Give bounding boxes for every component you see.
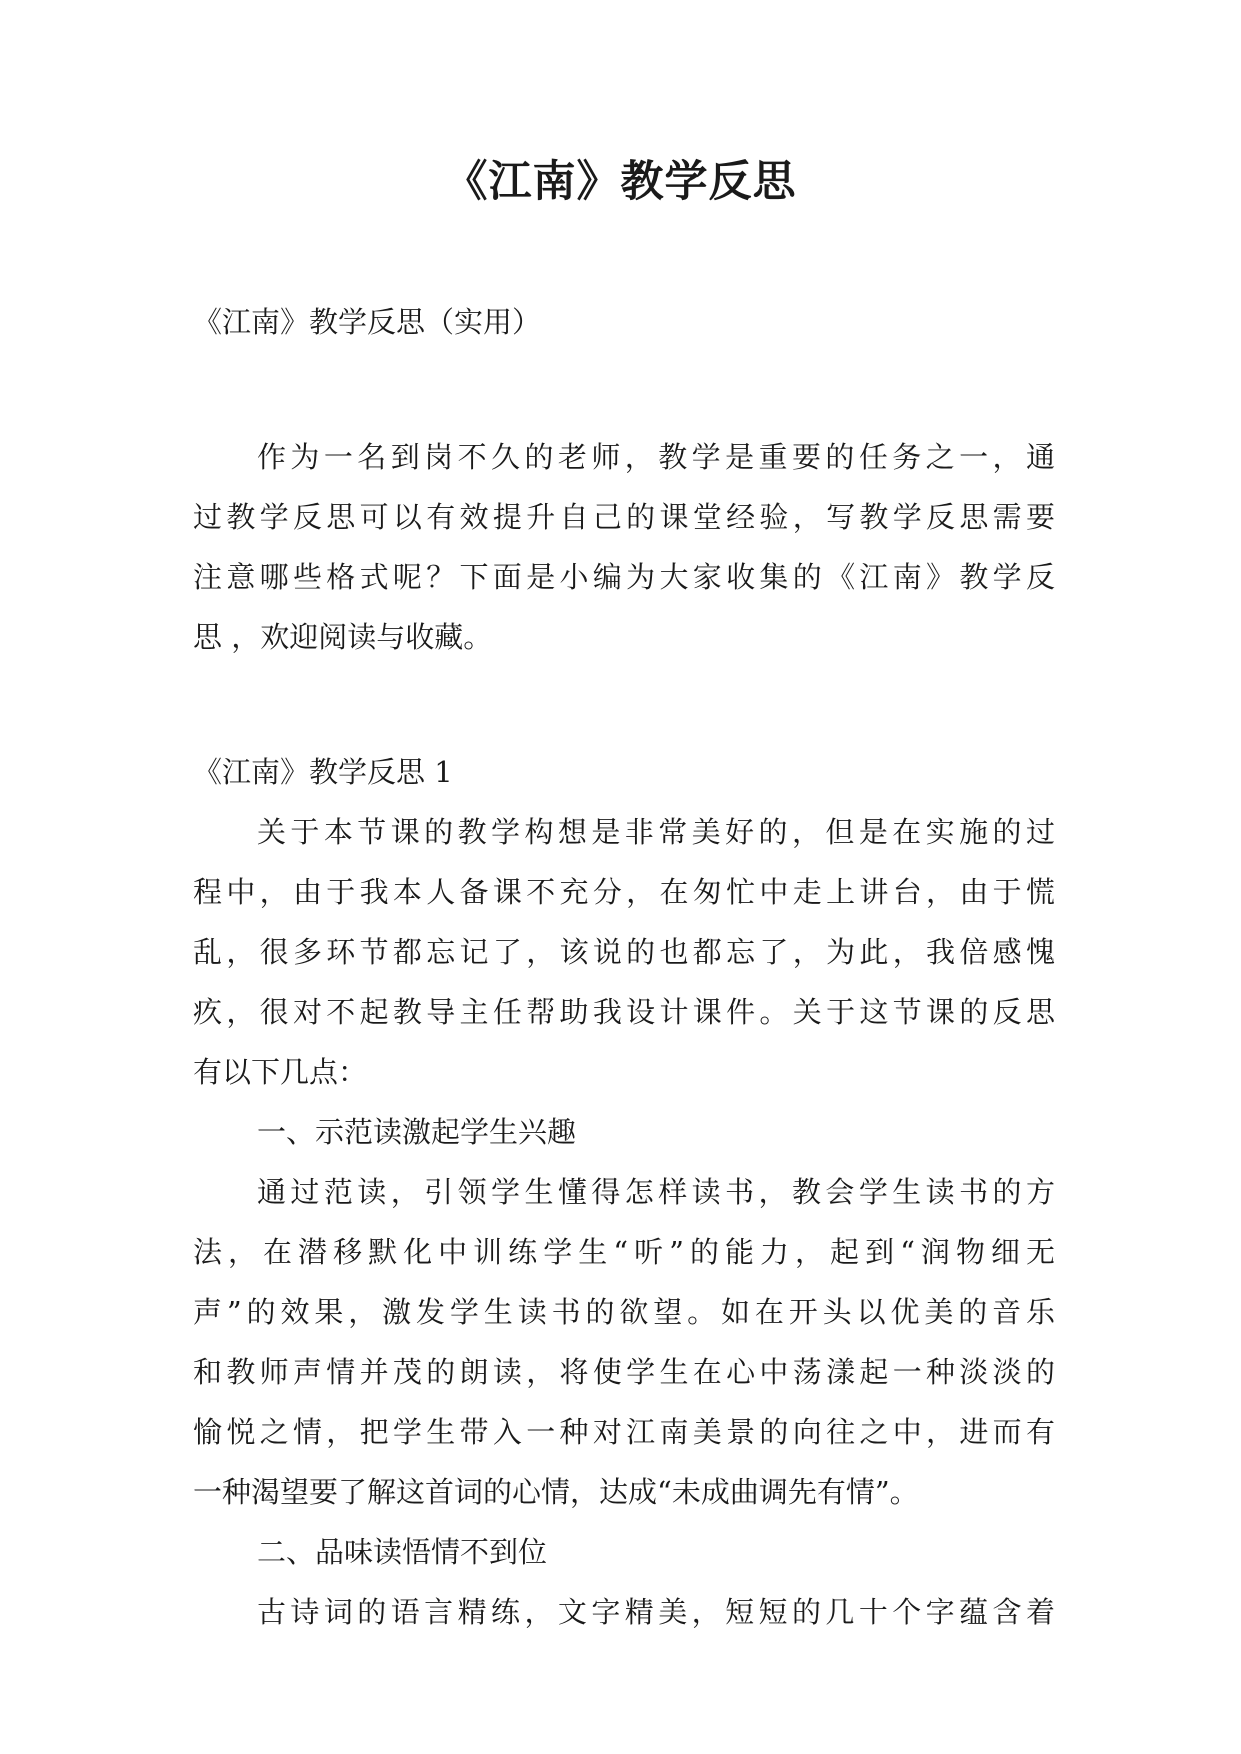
intro-line: 思 ，欢迎阅读与收藏。 [193,620,493,654]
paragraph-line: 有以下几点： [193,1055,368,1089]
paragraph-spacer [193,352,1055,427]
paragraph-line: 和教师声情并茂的朗读，将使学生在心中荡漾起一种淡淡的 [193,1355,1055,1389]
point-heading: 二、品味读悟情不到位 [257,1535,548,1569]
point-paragraph [193,1582,1055,1642]
paragraph-line: 法，在潜移默化中训练学生“听”的能力，起到“润物细无 [193,1235,1055,1269]
document-subtitle: 《江南》教学反思（实用） [193,305,542,339]
point-paragraph [193,1162,1055,1522]
paragraph-line: 古诗词的语言精练，文字精美，短短的几十个字蕴含着 [257,1595,1055,1629]
paragraph-line: 关于本节课的教学构想是非常美好的，但是在实施的过 [257,815,1055,849]
section-paragraph [193,802,1055,1102]
intro-line: 作为一名到岗不久的老师，教学是重要的任务之一，通 [257,440,1055,474]
paragraph-line: 声”的效果，激发学生读书的欲望。如在开头以优美的音乐 [193,1295,1055,1329]
document-body [193,292,1055,1642]
paragraph-line: 通过范读，引领学生懂得怎样读书，教会学生读书的方 [257,1175,1055,1209]
document-title: 《江南》教学反思 [444,157,797,207]
point-heading: 一、示范读激起学生兴趣 [257,1115,577,1149]
intro-line: 注意哪些格式呢？下面是小编为大家收集的《江南》教学反 [193,560,1055,594]
paragraph-line: 疚，很对不起教导主任帮助我设计课件。关于这节课的反思 [193,995,1055,1029]
paragraph-line: 一种渴望要了解这首词的心情，达成“未成曲调先有情”。 [193,1475,919,1509]
paragraph-line: 愉悦之情，把学生带入一种对江南美景的向往之中，进而有 [193,1415,1055,1449]
intro-paragraph [193,427,1055,667]
intro-line: 过教学反思可以有效提升自己的课堂经验，写教学反思需要 [193,500,1055,534]
paragraph-line: 乱，很多环节都忘记了，该说的也都忘了，为此，我倍感愧 [193,935,1055,969]
paragraph-line: 程中，由于我本人备课不充分，在匆忙中走上讲台，由于慌 [193,875,1055,909]
paragraph-spacer [193,667,1055,742]
section-heading: 《江南》教学反思 1 [193,755,453,789]
